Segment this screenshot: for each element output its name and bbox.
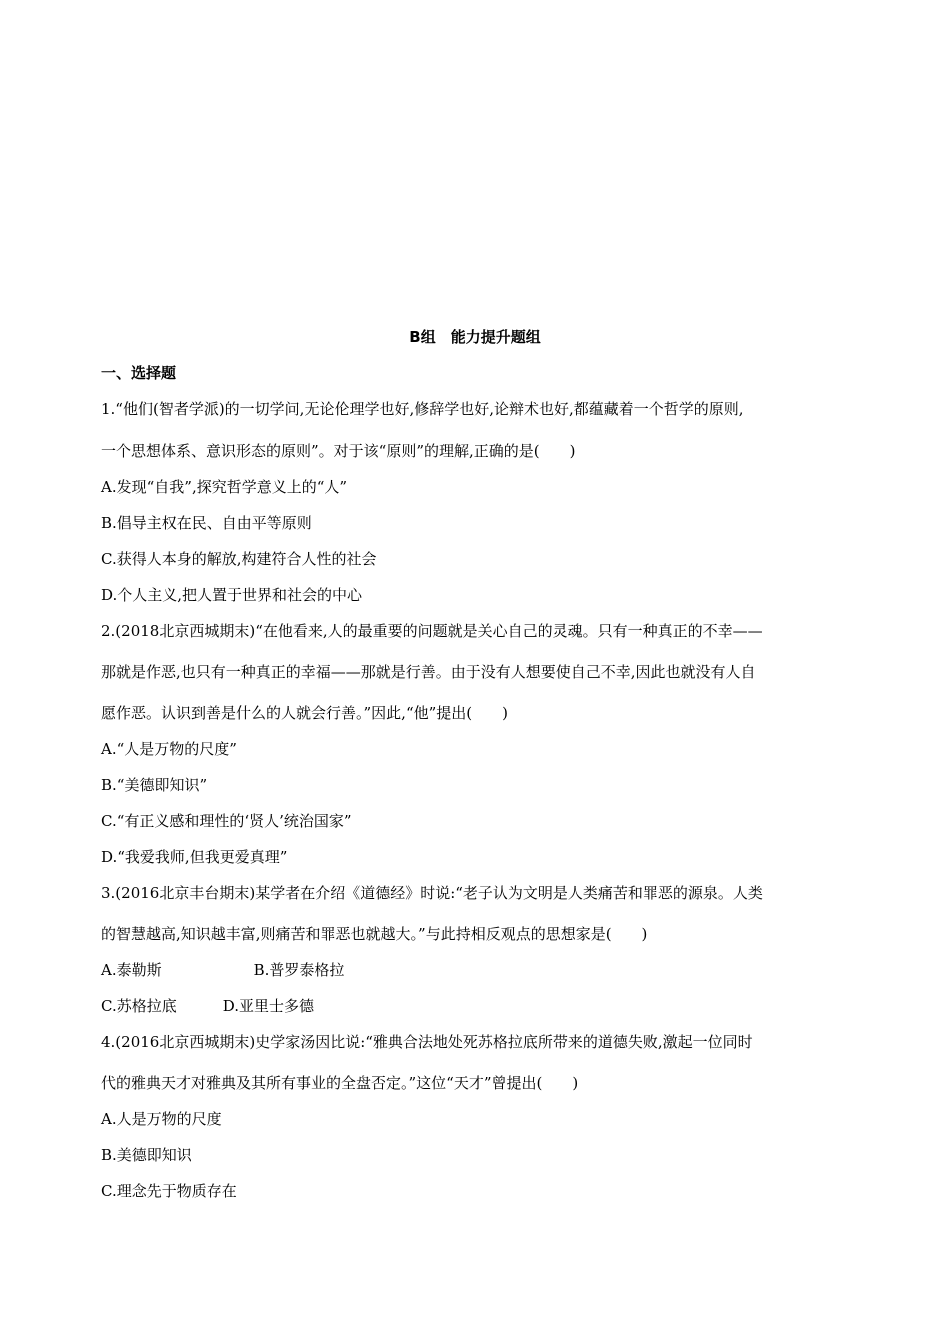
- q1-stem-line-2: 一个思想体系、意识形态的原则”。对于该“原则”的理解,正确的是( ): [101, 442, 576, 460]
- q3-option-a: A.泰勒斯: [101, 961, 162, 979]
- q4-stem-line-1: 4.(2016北京西城期末)史学家汤因比说:“雅典合法地处死苏格拉底所带来的道德失败,激起一位同时: [101, 1033, 753, 1051]
- q2-stem-line-1: 2.(2018北京西城期末)“在他看来,人的最重要的问题就是关心自己的灵魂。只有一种真正的不幸——: [101, 622, 763, 640]
- q2-option-b: B.“美德即知识”: [101, 776, 208, 794]
- q4-stem-line-2: 代的雅典天才对雅典及其所有事业的全盘否定。”这位“天才”曾提出( ): [101, 1074, 579, 1092]
- q2-stem-line-2: 那就是作恶,也只有一种真正的幸福——那就是行善。由于没有人想要使自己不幸,因此也就没有人自: [101, 663, 756, 681]
- q2-option-d: D.“我爱我师,但我更爱真理”: [101, 848, 288, 866]
- q2-option-c: C.“有正义感和理性的‘贤人’统治国家”: [101, 812, 352, 830]
- q1-option-c: C.获得人本身的解放,构建符合人性的社会: [101, 550, 377, 568]
- q3-stem-line-2: 的智慧越高,知识越丰富,则痛苦和罪恶也就越大。”与此持相反观点的思想家是( ): [101, 925, 648, 943]
- q1-option-a: A.发现“自我”,探究哲学意义上的“人”: [101, 478, 348, 496]
- q1-option-d: D.个人主义,把人置于世界和社会的中心: [101, 586, 363, 604]
- q4-option-b: B.美德即知识: [101, 1146, 192, 1164]
- q3-options-row-1: [101, 959, 344, 980]
- q3-option-b: B.普罗泰格拉: [253, 961, 345, 979]
- q2-option-a: A.“人是万物的尺度”: [101, 740, 237, 758]
- q2-stem-line-3: 愿作恶。认识到善是什么的人就会行善。”因此,“他”提出( ): [101, 704, 508, 722]
- section-title: 一、选择题: [101, 364, 177, 382]
- q3-options-row-2: [101, 995, 314, 1016]
- q3-option-c: C.苏格拉底: [101, 997, 177, 1015]
- q4-option-c: C.理念先于物质存在: [101, 1182, 237, 1200]
- group-title: B组 能力提升题组: [409, 328, 541, 346]
- q1-stem-line-1: 1.“他们(智者学派)的一切学问,无论伦理学也好,修辞学也好,论辩术也好,都蕴藏着一个哲学的原则,: [101, 400, 744, 418]
- q1-option-b: B.倡导主权在民、自由平等原则: [101, 514, 312, 532]
- q3-option-d: D.亚里士多德: [222, 997, 314, 1015]
- q3-stem-line-1: 3.(2016北京丰台期末)某学者在介绍《道德经》时说:“老子认为文明是人类痛苦和罪恶的源泉。人类: [101, 884, 763, 902]
- q4-option-a: A.人是万物的尺度: [101, 1110, 222, 1128]
